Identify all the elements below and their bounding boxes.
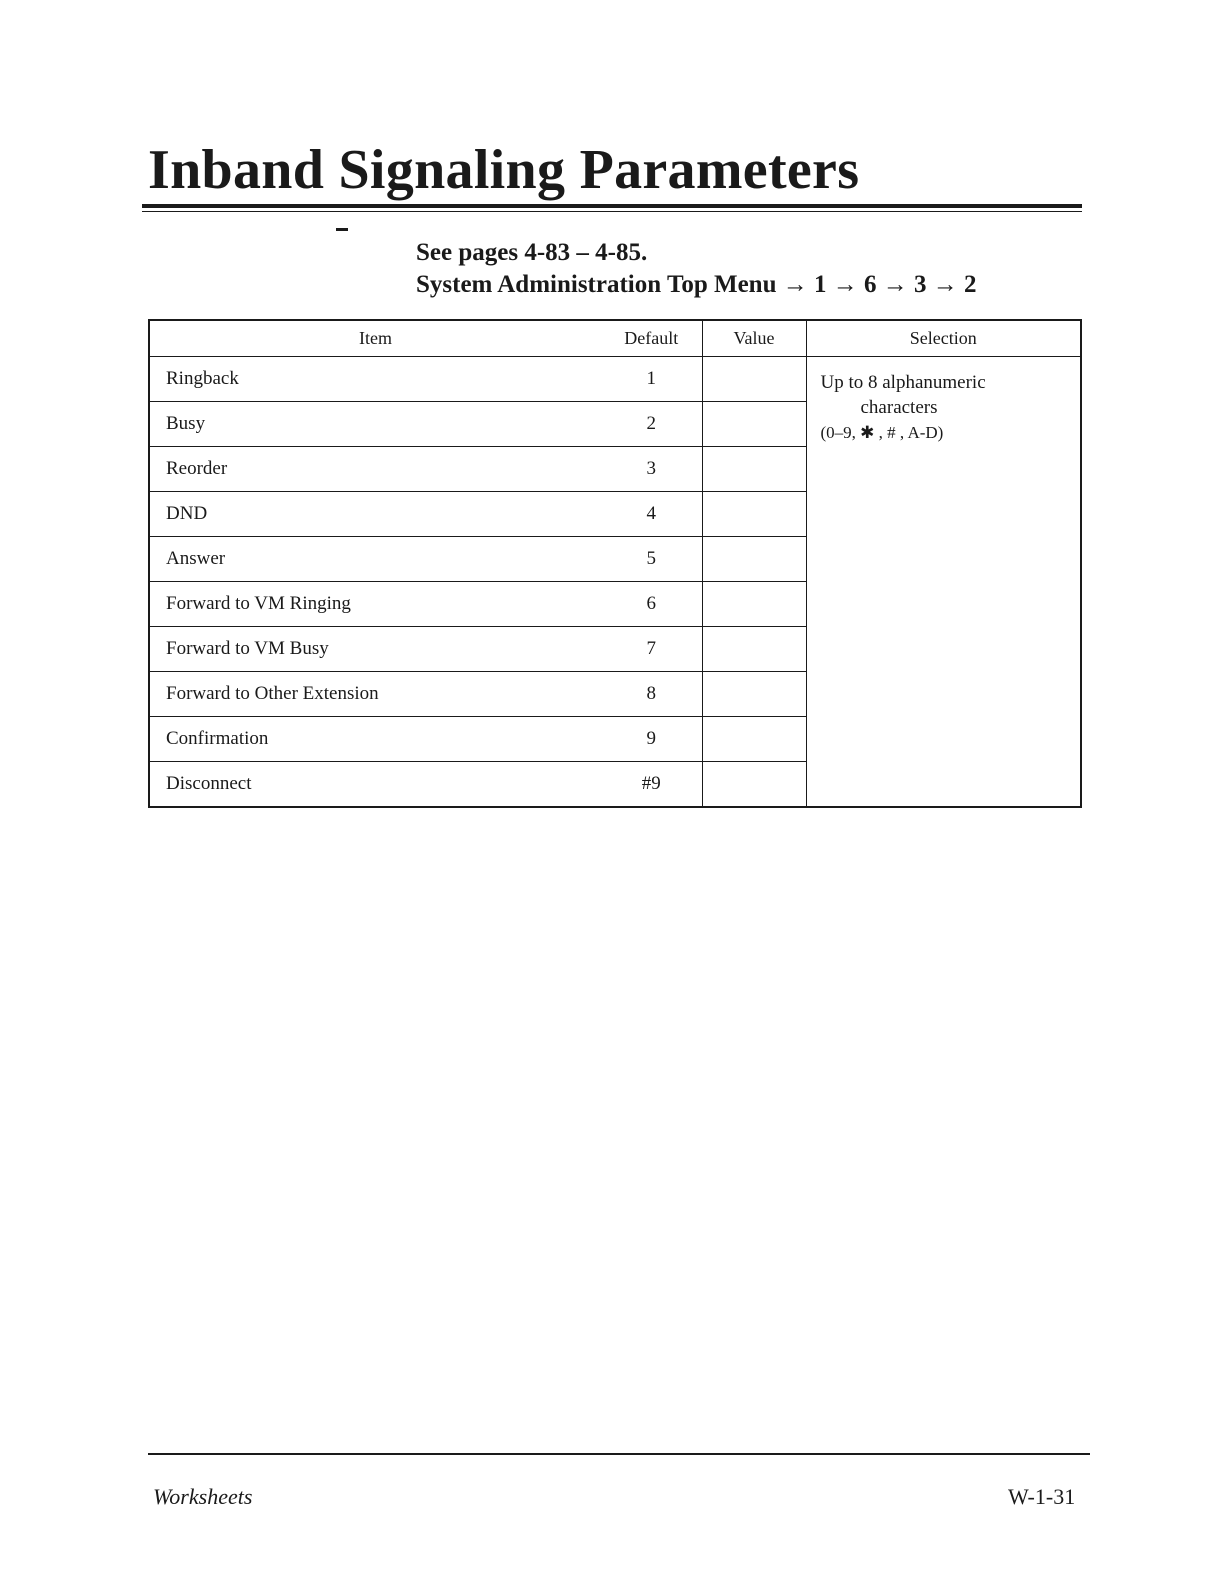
value-cell[interactable] (702, 762, 806, 808)
default-cell: 3 (601, 447, 702, 492)
item-cell: DND (149, 492, 601, 537)
header-value: Value (702, 320, 806, 357)
default-cell: 7 (601, 627, 702, 672)
title-rule-thin (142, 211, 1082, 212)
table-row (149, 357, 1081, 402)
default-cell: 5 (601, 537, 702, 582)
item-cell: Reorder (149, 447, 601, 492)
menu-path: System Administration Top Menu → 1 → 6 → 3 → 2 (416, 271, 977, 298)
item-cell: Confirmation (149, 717, 601, 762)
value-cell[interactable] (702, 447, 806, 492)
header-default: Default (601, 320, 702, 357)
footer-page-number: W-1-31 (1008, 1484, 1076, 1509)
item-cell: Forward to VM Busy (149, 627, 601, 672)
item-cell: Ringback (149, 357, 601, 402)
default-cell: 1 (601, 357, 702, 402)
default-cell: 8 (601, 672, 702, 717)
default-cell: #9 (641, 773, 661, 794)
selection-line-3: (0–9, ✱ , # , A-D) (820, 423, 944, 443)
title-rule (142, 204, 1082, 208)
item-cell: Forward to VM Ringing (149, 582, 601, 627)
default-cell: 2 (601, 402, 702, 447)
value-cell[interactable] (702, 582, 806, 627)
header-item: Item (149, 320, 601, 357)
value-cell[interactable] (702, 627, 806, 672)
header-selection: Selection (806, 320, 1081, 357)
item-cell: Forward to Other Extension (149, 672, 601, 717)
item-cell: Busy (149, 402, 601, 447)
selection-line-2: characters (860, 396, 938, 418)
stray-mark (336, 228, 348, 231)
value-cell[interactable] (702, 537, 806, 582)
default-cell: 9 (601, 717, 702, 762)
value-cell[interactable] (702, 672, 806, 717)
page-title: Inband Signaling Parameters (148, 139, 860, 201)
parameters-table (148, 319, 1082, 808)
value-cell[interactable] (702, 492, 806, 537)
default-cell: 4 (601, 492, 702, 537)
footer-rule (148, 1453, 1090, 1455)
value-cell[interactable] (702, 357, 806, 402)
default-cell: 6 (601, 582, 702, 627)
page-reference: See pages 4-83 – 4-85. (416, 239, 648, 266)
item-cell: Answer (149, 537, 601, 582)
value-cell[interactable] (702, 717, 806, 762)
item-cell: Disconnect (166, 773, 252, 794)
table-header-row (149, 320, 1081, 357)
selection-line-1: Up to 8 alphanumeric (820, 372, 986, 393)
footer-section: Worksheets (153, 1484, 253, 1509)
selection-cell (806, 357, 1081, 808)
value-cell[interactable] (702, 402, 806, 447)
